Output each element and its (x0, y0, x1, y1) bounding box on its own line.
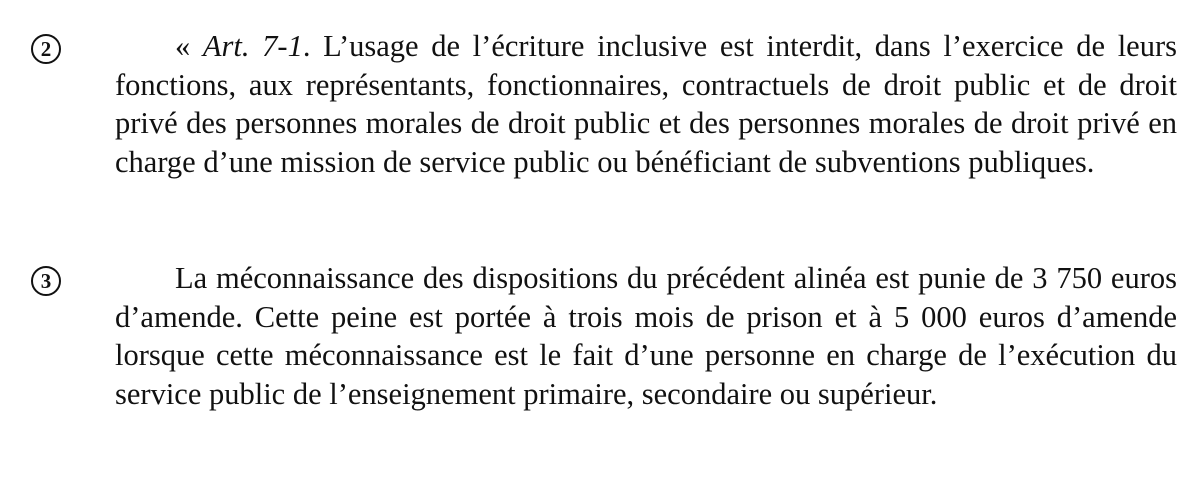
paragraph-text: La méconnaissance des dispositions du précédent alinéa est punie de 3 750 euros d’amende. Cette peine est portée à trois mois de prison et à 5 000 euros d’amende lorsque cette méconnaissance est le fait d’une personne en charge de l’exécution du service public de l’enseignement primaire, secondaire ou supérieur. (115, 261, 1177, 411)
paragraph-body: . L’usage de l’écriture inclusive est interdit, dans l’exercice de leurs fonctions, aux représentants, fonctionnaires, contractuels de droit public et de droit privé des personnes morales de droit public et des personnes morales de droit privé en charge d’une mission de service public ou bénéficiant de subventions publiques. (115, 29, 1177, 179)
article-reference: Art. 7-1 (202, 29, 303, 63)
paragraph-text (115, 27, 1177, 181)
opening-quote: « (175, 29, 203, 63)
paragraph-number-badge: 3 (31, 266, 61, 296)
paragraph-number-badge: 2 (31, 34, 61, 64)
